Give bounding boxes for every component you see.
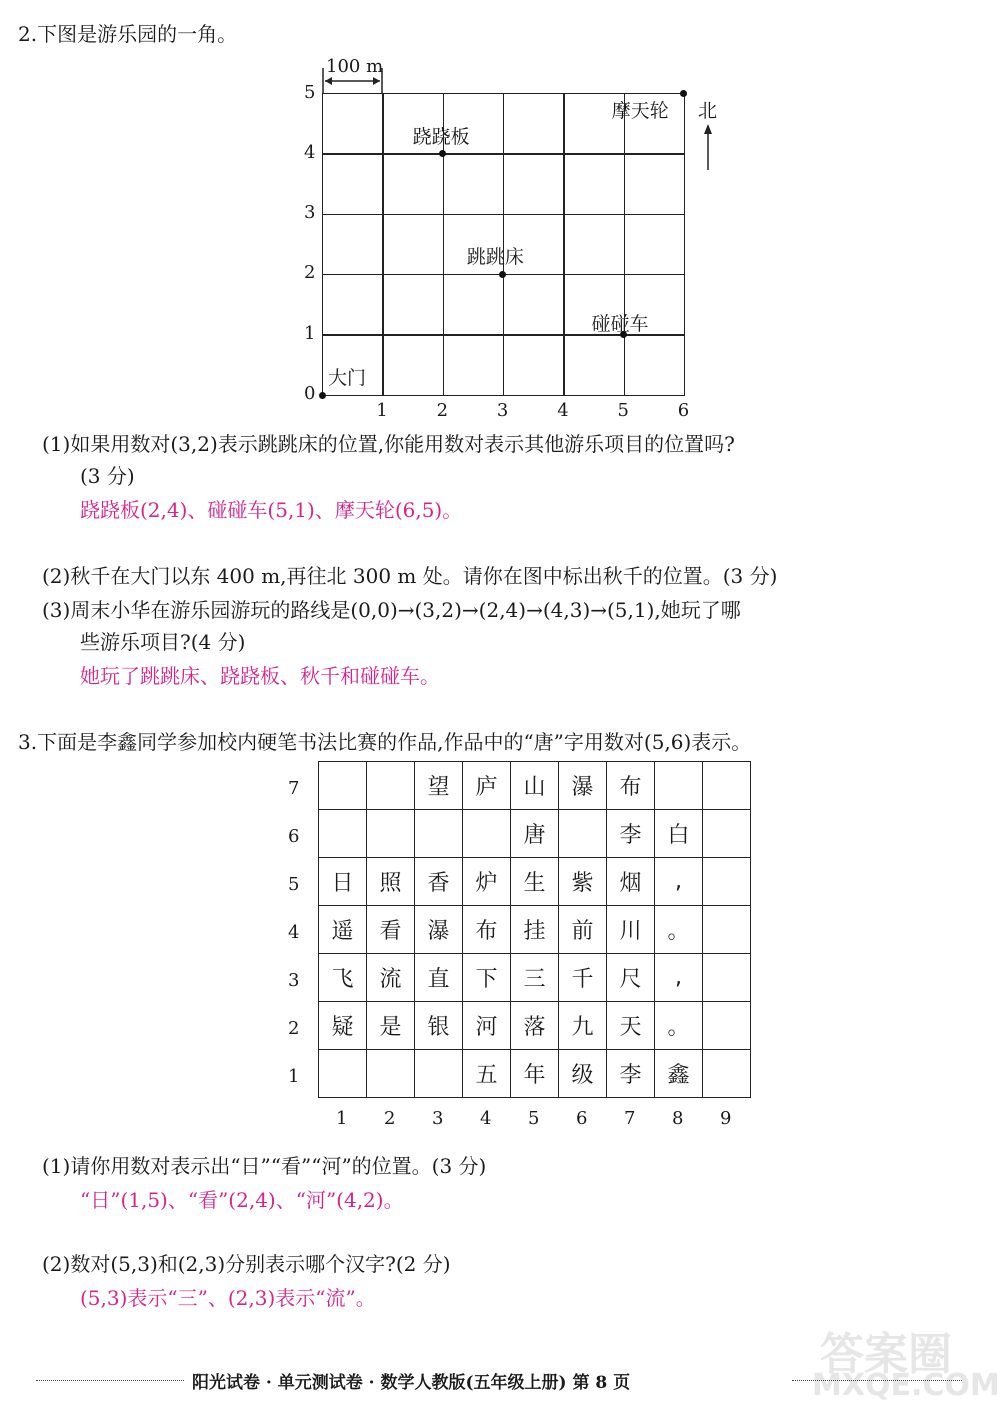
grid-char-cell: [703, 906, 751, 954]
grid-char-cell: 唐: [511, 810, 559, 858]
q2-sub3: (3)周末小华在游乐园游玩的路线是(0,0)→(3,2)→(2,4)→(4,3)→(5,1),她玩了哪: [42, 598, 741, 622]
grid-char-cell: 庐: [463, 762, 511, 810]
grid-char-cell: 千: [559, 954, 607, 1002]
grid-char-cell: 河: [463, 1002, 511, 1050]
grid-cell: [443, 334, 505, 396]
grid-char-cell: [703, 810, 751, 858]
grid-char-cell: [703, 1002, 751, 1050]
grid-char-cell: [319, 762, 367, 810]
col-label: 1: [336, 1108, 348, 1129]
grid-cell: [322, 93, 384, 155]
grid-char-cell: [655, 762, 703, 810]
grid-char-cell: 烟: [607, 858, 655, 906]
grid-cell: [624, 334, 686, 396]
calligraphy-grid: [318, 761, 751, 1098]
grid-char-cell: 疑: [319, 1002, 367, 1050]
grid-char-cell: 级: [559, 1050, 607, 1098]
q3-sub1-answer: “日”(1,5)、“看”(2,4)、“河”(4,2)。: [80, 1188, 404, 1212]
row-label: 5: [288, 874, 300, 895]
grid-char-cell: 布: [463, 906, 511, 954]
y-tick-label: 5: [304, 81, 316, 103]
col-label: 9: [720, 1108, 732, 1129]
y-tick-label: 3: [304, 202, 316, 224]
grid-char-cell: 山: [511, 762, 559, 810]
grid-char-cell: 紫: [559, 858, 607, 906]
grid-cell: [443, 274, 505, 336]
grid-char-cell: 九: [559, 1002, 607, 1050]
grid-char-cell: 望: [415, 762, 463, 810]
point-label: 跳跳床: [466, 246, 524, 269]
grid-char-cell: 是: [367, 1002, 415, 1050]
row-label: 4: [288, 922, 300, 943]
grid-cell: [503, 93, 565, 155]
grid-char-cell: [703, 1050, 751, 1098]
grid-char-cell: [415, 1050, 463, 1098]
grid-char-cell: [319, 1050, 367, 1098]
q3-sub1: (1)请你用数对表示出“日”“看”“河”的位置。(3 分): [42, 1154, 487, 1178]
grid-char-cell: 瀑: [415, 906, 463, 954]
grid-cell: [624, 153, 686, 215]
grid-char-cell: [463, 810, 511, 858]
grid-point: [680, 90, 687, 97]
q2-sub1-score: (3 分): [80, 464, 135, 488]
grid-cell: [503, 274, 565, 336]
x-tick-label: 3: [496, 400, 509, 421]
x-tick-label: 5: [617, 400, 629, 421]
grid-char-cell: 银: [415, 1002, 463, 1050]
grid-char-cell: 前: [559, 906, 607, 954]
grid-char-cell: ,: [655, 858, 703, 906]
grid-char-cell: 日: [319, 858, 367, 906]
y-tick-label: 1: [304, 322, 316, 344]
scale-bar: [322, 56, 382, 92]
grid-cell: [624, 214, 686, 276]
grid-char-cell: 白: [655, 810, 703, 858]
grid-char-cell: 年: [511, 1050, 559, 1098]
grid-char-cell: [367, 762, 415, 810]
row-label: 2: [288, 1018, 300, 1039]
grid-char-cell: 流: [367, 954, 415, 1002]
grid-char-cell: 布: [607, 762, 655, 810]
grid-cell: [563, 153, 625, 215]
grid-char-cell: [703, 762, 751, 810]
grid-cell: [443, 153, 505, 215]
grid-char-cell: 瀑: [559, 762, 607, 810]
grid-char-cell: 尺: [607, 954, 655, 1002]
grid-char-cell: 挂: [511, 906, 559, 954]
watermark-logo: 答案圈: [820, 1329, 952, 1380]
col-label: 5: [528, 1108, 540, 1129]
point-label: 大门: [328, 367, 367, 389]
footer-divider-left: [36, 1380, 184, 1381]
x-tick-label: 2: [436, 400, 449, 421]
footer-text: 阳光试卷 · 单元测试卷 · 数学人教版(五年级上册) 第 8 页: [192, 1373, 631, 1393]
grid-char-cell: 川: [607, 906, 655, 954]
grid-char-cell: 。: [655, 1002, 703, 1050]
grid-char-cell: [703, 954, 751, 1002]
table-row: [319, 1002, 751, 1050]
q2-sub3-cont: 些游乐项目?(4 分): [80, 630, 246, 654]
row-label: 6: [288, 826, 300, 847]
grid-cell: [322, 153, 384, 215]
col-label: 4: [480, 1108, 492, 1129]
grid-char-cell: [415, 810, 463, 858]
grid-cell: [503, 153, 565, 215]
table-row: [319, 858, 751, 906]
x-tick-label: 1: [376, 400, 388, 421]
y-tick-label: 2: [304, 262, 316, 284]
point-label: 碰碰车: [591, 312, 649, 335]
x-tick-label: 4: [557, 400, 569, 421]
y-tick-label: 4: [304, 141, 316, 163]
q2-title: 2.下图是游乐园的一角。: [18, 22, 238, 46]
grid-cell: [382, 274, 444, 336]
col-label: 8: [672, 1108, 684, 1129]
q3-sub2: (2)数对(5,3)和(2,3)分别表示哪个汉字?(2 分): [42, 1252, 451, 1276]
q2-sub3-answer: 她玩了跳跳床、跷跷板、秋千和碰碰车。: [80, 664, 440, 688]
north-label: 北: [698, 100, 718, 122]
grid-char-cell: 香: [415, 858, 463, 906]
grid-char-cell: [367, 810, 415, 858]
grid-cell: [322, 274, 384, 336]
table-row: [319, 1050, 751, 1098]
grid-char-cell: 三: [511, 954, 559, 1002]
grid-cell: [382, 334, 444, 396]
grid-char-cell: [559, 810, 607, 858]
grid-cell: [382, 214, 444, 276]
scale-label: 100 m: [326, 56, 384, 77]
grid-char-cell: 看: [367, 906, 415, 954]
table-row: [319, 762, 751, 810]
grid-char-cell: 下: [463, 954, 511, 1002]
grid-char-cell: 飞: [319, 954, 367, 1002]
col-label: 6: [576, 1108, 588, 1129]
col-label: 2: [384, 1108, 396, 1129]
grid-char-cell: 落: [511, 1002, 559, 1050]
footer-divider-right: [792, 1380, 962, 1381]
scale-arrow-icon: [322, 68, 384, 94]
table-row: [319, 906, 751, 954]
grid-char-cell: 照: [367, 858, 415, 906]
table-row: [319, 954, 751, 1002]
grid-char-cell: 李: [607, 1050, 655, 1098]
grid-cell: [503, 334, 565, 396]
grid-char-cell: [703, 858, 751, 906]
grid-char-cell: [319, 810, 367, 858]
grid-cell: [563, 334, 625, 396]
watermark-url: MXQE.COM: [812, 1368, 1000, 1403]
grid-point: [319, 392, 326, 399]
table-row: [319, 810, 751, 858]
col-label: 3: [432, 1108, 444, 1129]
grid-char-cell: [367, 1050, 415, 1098]
col-label: 7: [624, 1108, 636, 1129]
grid-char-cell: 李: [607, 810, 655, 858]
x-tick-label: 6: [677, 400, 690, 421]
point-label: 摩天轮: [611, 99, 669, 122]
q2-sub1-answer: 跷跷板(2,4)、碰碰车(5,1)、摩天轮(6,5)。: [80, 498, 463, 522]
north-arrow-icon: [700, 122, 716, 170]
q3-title: 3.下面是李鑫同学参加校内硬笔书法比赛的作品,作品中的“唐”字用数对(5,6)表示。: [18, 730, 752, 754]
row-label: 3: [288, 970, 300, 991]
grid-char-cell: 。: [655, 906, 703, 954]
point-label: 跷跷板: [412, 125, 470, 148]
grid-char-cell: 直: [415, 954, 463, 1002]
grid-char-cell: 遥: [319, 906, 367, 954]
q2-sub1: (1)如果用数对(3,2)表示跳跳床的位置,你能用数对表示其他游乐项目的位置吗?: [42, 432, 735, 456]
grid-char-cell: 五: [463, 1050, 511, 1098]
y-tick-label: 0: [304, 383, 316, 404]
grid-char-cell: 炉: [463, 858, 511, 906]
grid-cell: [382, 153, 444, 215]
grid-char-cell: 鑫: [655, 1050, 703, 1098]
row-label: 1: [288, 1066, 300, 1087]
grid-cell: [563, 214, 625, 276]
grid-char-cell: 天: [607, 1002, 655, 1050]
grid-char-cell: 生: [511, 858, 559, 906]
row-label: 7: [288, 778, 300, 799]
q3-sub2-answer: (5,3)表示“三”、(2,3)表示“流”。: [80, 1286, 376, 1310]
q2-sub2: (2)秋千在大门以东 400 m,再往北 300 m 处。请你在图中标出秋千的位置。(3 分): [42, 564, 778, 588]
grid-char-cell: ,: [655, 954, 703, 1002]
grid-cell: [322, 214, 384, 276]
